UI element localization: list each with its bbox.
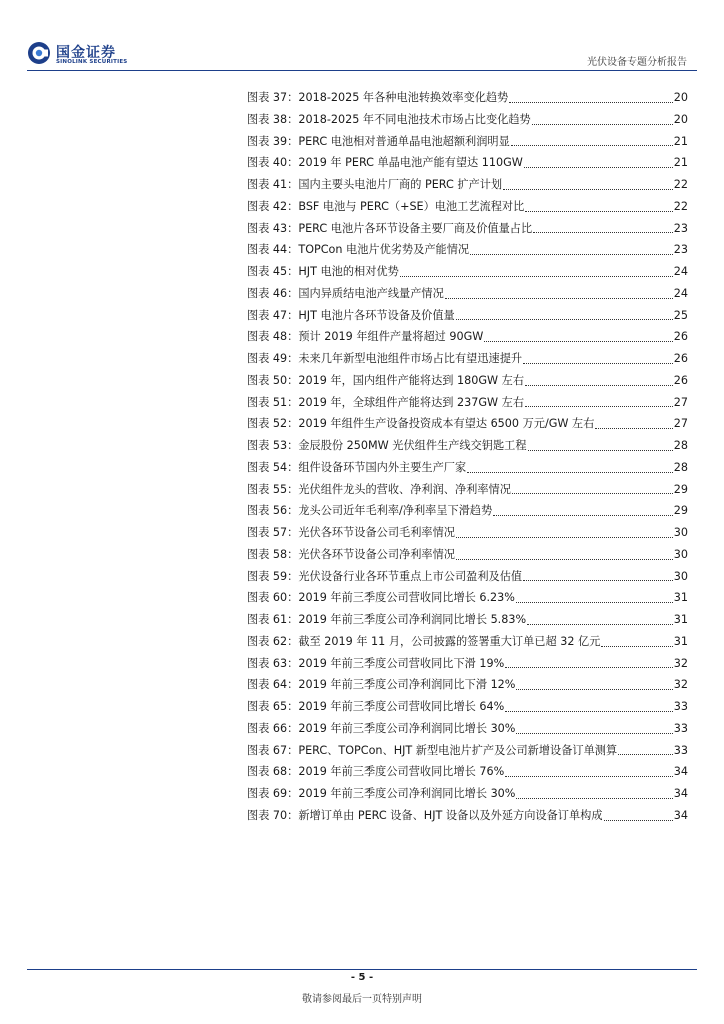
toc-dot-leader: [470, 253, 673, 255]
sinolink-logo-icon: [27, 41, 51, 65]
report-title: 光伏设备专题分析报告: [587, 57, 687, 68]
toc-entry-page[interactable]: 23: [673, 243, 688, 257]
toc-entry[interactable]: [247, 718, 688, 740]
logo-chinese-name: 国金证券: [56, 45, 116, 61]
toc-entry[interactable]: [247, 522, 688, 544]
toc-entry-label[interactable]: 图表 64：2019 年前三季度公司净利润同比下滑 12%: [247, 678, 516, 692]
toc-entry-label[interactable]: 图表 59：光伏设备行业各环节重点上市公司盈利及估值: [247, 569, 523, 583]
toc-dot-leader: [516, 601, 673, 603]
toc-entry-page[interactable]: 24: [673, 286, 688, 300]
toc-entry[interactable]: [247, 305, 688, 327]
toc-entry-page[interactable]: 33: [673, 721, 688, 735]
toc-entry-page[interactable]: 26: [673, 352, 688, 365]
toc-entry-label[interactable]: 图表 38：2018-2025 年不同电池技术市场占比变化趋势: [247, 112, 531, 126]
toc-entry[interactable]: [247, 609, 688, 631]
toc-entry[interactable]: [247, 435, 688, 457]
toc-entry-label[interactable]: 图表 45：HJT 电池的相对优势: [247, 265, 399, 278]
toc-entry-label[interactable]: 图表 49：未来几年新型电池组件市场占比有望迅速提升: [247, 352, 523, 365]
toc-entry-label[interactable]: 图表 65：2019 年前三季度公司营收同比增长 64%: [247, 700, 505, 713]
toc-entry-page[interactable]: 28: [673, 439, 688, 452]
logo-english-name: SINOLINK SECURITIES: [56, 59, 128, 65]
toc-entry-label[interactable]: 图表 55：光伏组件龙头的营收、净利润、净利率情况: [247, 482, 511, 496]
toc-entry-page[interactable]: 25: [673, 308, 688, 322]
toc-entry-page[interactable]: 24: [673, 265, 688, 278]
toc-entry[interactable]: [247, 674, 688, 696]
toc-dot-leader: [516, 797, 672, 799]
toc-entry-page[interactable]: 26: [673, 373, 688, 387]
toc-entry-label[interactable]: 图表 54：组件设备环节国内外主要生产厂家: [247, 460, 467, 474]
toc-entry-page[interactable]: 34: [673, 808, 688, 822]
toc-entry[interactable]: [247, 370, 688, 392]
toc-entry[interactable]: [247, 152, 688, 174]
toc-entry[interactable]: [247, 805, 688, 827]
toc-entry[interactable]: [247, 587, 688, 609]
toc-entry-label[interactable]: 图表 43：PERC 电池片各环节设备主要厂商及价值量占比: [247, 221, 533, 235]
toc-entry-label[interactable]: 图表 53：金辰股份 250MW 光伏组件生产线交钥匙工程: [247, 439, 527, 452]
toc-dot-leader: [525, 210, 672, 212]
toc-dot-leader: [532, 123, 673, 125]
toc-dot-leader: [601, 645, 672, 647]
toc-entry-page[interactable]: 21: [673, 134, 688, 148]
toc-dot-leader: [525, 405, 673, 407]
toc-entry[interactable]: [247, 544, 688, 566]
toc-entry[interactable]: [247, 500, 688, 522]
toc-dot-leader: [618, 753, 673, 755]
toc-entry-page[interactable]: 33: [673, 743, 688, 757]
footer-disclaimer: 敬请参阅最后一页特别声明: [302, 994, 422, 1005]
toc-entry-label[interactable]: 图表 40：2019 年 PERC 单晶电池产能有望达 110GW: [247, 156, 523, 170]
toc-dot-leader: [525, 384, 673, 386]
toc-entry-page[interactable]: 20: [673, 91, 688, 104]
toc-dot-leader: [512, 492, 673, 494]
toc-entry[interactable]: [247, 348, 688, 370]
toc-dot-leader: [400, 275, 673, 277]
toc-entry[interactable]: [247, 174, 688, 196]
toc-entry[interactable]: [247, 740, 688, 762]
toc-entry-label[interactable]: 图表 61：2019 年前三季度公司净利润同比增长 5.83%: [247, 613, 527, 626]
toc-entry-label[interactable]: 图表 52：2019 年组件生产设备投资成本有望达 6500 万元/GW 左右: [247, 417, 595, 431]
toc-entry[interactable]: [247, 326, 688, 348]
toc-entry[interactable]: [247, 218, 688, 240]
toc-entry[interactable]: [247, 87, 688, 109]
toc-dot-leader: [467, 471, 673, 473]
toc-dot-leader: [503, 188, 673, 190]
toc-dot-leader: [456, 318, 673, 320]
toc-entry-page[interactable]: 27: [673, 417, 688, 431]
toc-entry-page[interactable]: 20: [673, 112, 688, 126]
toc-entry[interactable]: [247, 196, 688, 218]
toc-entry[interactable]: [247, 566, 688, 588]
toc-entry[interactable]: [247, 761, 688, 783]
toc-entry-label[interactable]: 图表 41：国内主要头电池片厂商的 PERC 扩产计划: [247, 178, 503, 191]
toc-entry-label[interactable]: 图表 51：2019 年，全球组件产能将达到 237GW 左右: [247, 395, 525, 409]
toc-entry-page[interactable]: 21: [673, 156, 688, 170]
toc-entry-label[interactable]: 图表 63：2019 年前三季度公司营收同比下滑 19%: [247, 656, 505, 670]
toc-entry[interactable]: [247, 131, 688, 153]
toc-entry[interactable]: [247, 653, 688, 675]
toc-entry[interactable]: [247, 631, 688, 653]
toc-dot-leader: [511, 144, 673, 146]
toc-entry-label[interactable]: 图表 58：光伏各环节设备公司净利率情况: [247, 547, 455, 561]
toc-dot-leader: [493, 514, 672, 516]
toc-entry-page[interactable]: 23: [673, 221, 688, 235]
toc-dot-leader: [509, 101, 672, 103]
toc-entry-label[interactable]: 图表 37：2018-2025 年各种电池转换效率变化趋势: [247, 91, 509, 104]
toc-dot-leader: [524, 166, 673, 168]
toc-dot-leader: [604, 819, 673, 821]
toc-entry-page[interactable]: 22: [673, 199, 688, 213]
toc-entry-page[interactable]: 31: [673, 613, 688, 626]
toc-dot-leader: [445, 297, 673, 299]
toc-entry-label[interactable]: 图表 50：2019 年，国内组件产能将达到 180GW 左右: [247, 373, 525, 387]
toc-entry-label[interactable]: 图表 44：TOPCon 电池片优劣势及产能情况: [247, 243, 470, 257]
toc-entry[interactable]: [247, 413, 688, 435]
toc-entry-page[interactable]: 29: [673, 504, 688, 518]
toc-entry-label[interactable]: 图表 67：PERC、TOPCon、HJT 新型电池片扩产及公司新增设备订单测算: [247, 743, 618, 757]
toc-entry[interactable]: [247, 109, 688, 131]
toc-dot-leader: [516, 688, 672, 690]
toc-entry-page[interactable]: 32: [673, 656, 688, 670]
toc-entry[interactable]: [247, 261, 688, 283]
toc-entry-label[interactable]: 图表 47：HJT 电池片各环节设备及价值量: [247, 308, 455, 322]
toc-entry-label[interactable]: 图表 42：BSF 电池与 PERC（+SE）电池工艺流程对比: [247, 199, 525, 213]
toc-dot-leader: [505, 775, 673, 777]
toc-dot-leader: [456, 558, 673, 560]
toc-entry-label[interactable]: 图表 69：2019 年前三季度公司净利润同比增长 30%: [247, 787, 516, 800]
footer-divider: [27, 969, 697, 970]
figure-index-list: [247, 87, 688, 827]
toc-dot-leader: [528, 449, 673, 451]
toc-entry[interactable]: [247, 696, 688, 718]
toc-entry-page[interactable]: 31: [673, 634, 688, 648]
toc-entry-page[interactable]: 29: [673, 482, 688, 496]
toc-entry-page[interactable]: 28: [673, 460, 688, 474]
toc-entry[interactable]: [247, 283, 688, 305]
toc-dot-leader: [505, 666, 673, 668]
toc-entry-page[interactable]: 30: [673, 526, 688, 539]
toc-entry[interactable]: [247, 457, 688, 479]
toc-entry-label[interactable]: 图表 46：国内异质结电池产线量产情况: [247, 286, 444, 300]
toc-entry-page[interactable]: 32: [673, 678, 688, 692]
toc-entry[interactable]: [247, 239, 688, 261]
toc-dot-leader: [595, 427, 672, 429]
toc-dot-leader: [456, 536, 673, 538]
toc-dot-leader: [505, 710, 673, 712]
toc-entry-label[interactable]: 图表 39：PERC 电池相对普通单晶电池超额利润明显: [247, 134, 510, 148]
toc-entry[interactable]: [247, 783, 688, 805]
toc-entry-page[interactable]: 34: [673, 787, 688, 800]
toc-entry-label[interactable]: 图表 57：光伏各环节设备公司毛利率情况: [247, 526, 455, 539]
toc-entry-label[interactable]: 图表 70：新增订单由 PERC 设备、HJT 设备以及外延方向设备订单构成: [247, 808, 603, 822]
page-number: - 5 -: [350, 972, 374, 983]
toc-entry[interactable]: [247, 392, 688, 414]
toc-dot-leader: [484, 340, 672, 342]
toc-entry-label[interactable]: 图表 56：龙头公司近年毛利率/净利率呈下滑趋势: [247, 504, 493, 518]
toc-entry-page[interactable]: 34: [673, 765, 688, 779]
toc-entry-page[interactable]: 33: [673, 700, 688, 713]
toc-dot-leader: [523, 362, 673, 364]
toc-entry-label[interactable]: 图表 68：2019 年前三季度公司营收同比增长 76%: [247, 765, 505, 779]
toc-entry[interactable]: [247, 479, 688, 501]
toc-entry-page[interactable]: 27: [673, 395, 688, 409]
toc-entry-label[interactable]: 图表 48：预计 2019 年组件产量将超过 90GW: [247, 330, 484, 344]
toc-entry-page[interactable]: 22: [673, 178, 688, 191]
toc-dot-leader: [523, 579, 673, 581]
toc-entry-label[interactable]: 图表 62：截至 2019 年 11 月，公司披露的签署重大订单已超 32 亿元: [247, 634, 601, 648]
toc-dot-leader: [516, 732, 672, 734]
header-divider: [27, 70, 697, 71]
toc-entry-page[interactable]: 30: [673, 569, 688, 583]
toc-dot-leader: [533, 231, 673, 233]
toc-entry-label[interactable]: 图表 66：2019 年前三季度公司净利润同比增长 30%: [247, 721, 516, 735]
toc-entry-page[interactable]: 30: [673, 547, 688, 561]
toc-entry-label[interactable]: 图表 60：2019 年前三季度公司营收同比增长 6.23%: [247, 591, 515, 605]
page-header: [0, 0, 724, 72]
toc-entry-page[interactable]: 26: [673, 330, 688, 344]
toc-entry-page[interactable]: 31: [673, 591, 688, 605]
toc-dot-leader: [527, 623, 673, 625]
company-logo: [27, 41, 137, 67]
